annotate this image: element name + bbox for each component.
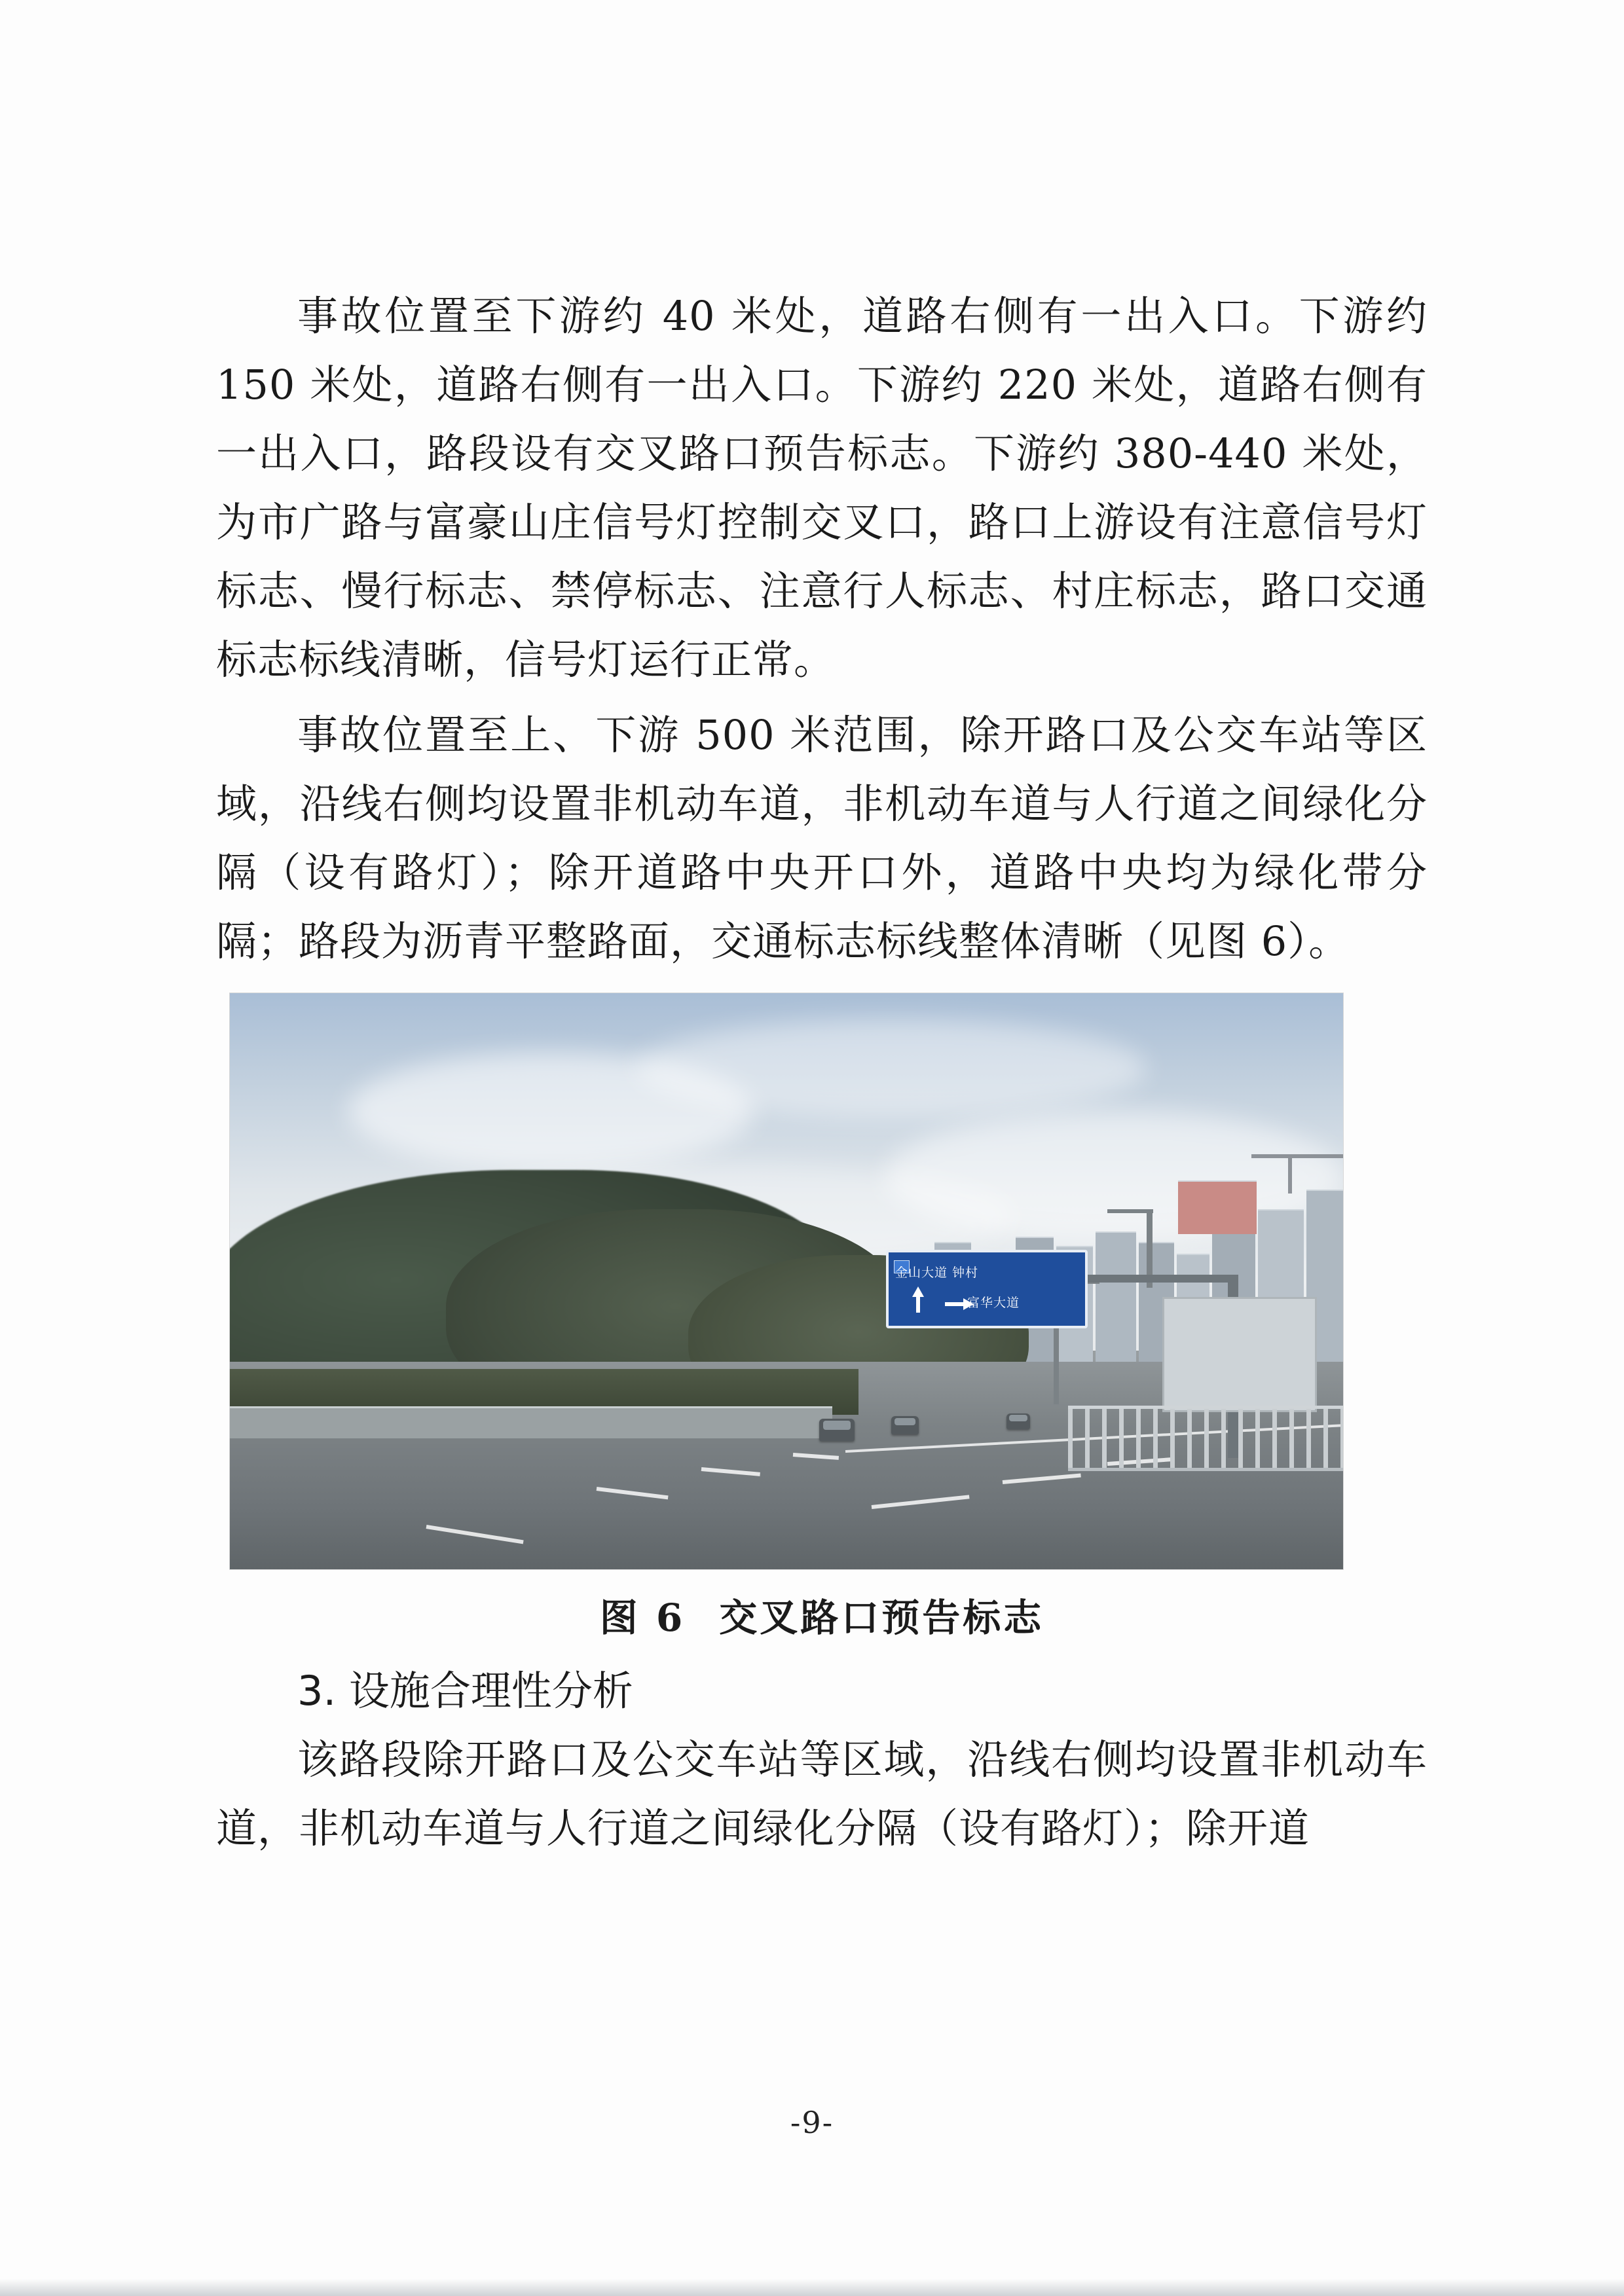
arrow-up-stem-icon (916, 1296, 920, 1313)
figure-photo (229, 993, 1344, 1570)
page-edge-shadow (0, 2279, 1624, 2296)
median-kerb (230, 1406, 832, 1438)
section-heading: 3. 设施合理性分析 (297, 1667, 633, 1715)
sign-line-2: 富华大道 (967, 1296, 1020, 1310)
figure-6 (216, 993, 1428, 1642)
page-content (216, 282, 1428, 1867)
building (1178, 1180, 1257, 1234)
page-number: -9- (790, 2105, 834, 2140)
figure-caption-text: 交叉路口预告标志 (719, 1595, 1044, 1640)
figure-label: 图 6 (599, 1595, 686, 1640)
guide-sign (886, 1250, 1088, 1328)
street-light-arm (1107, 1209, 1153, 1213)
paragraph-1: 事故位置至下游约 40 米处，道路右侧有一出入口。下游约 150 米处，道路右侧有一出入口。下游约 220 米处，道路右侧有一出入口，路段设有交叉路口预告标志。下游约 380-440 米处，为市广路与富豪山庄信号灯控制交叉口，路口上游设有注意信号灯标志、慢行标志、禁停标志、注意行人标志、村庄标志，路口交通标志标线清晰，信号灯运行正常。 (216, 292, 1428, 683)
bus-stop-shelter (1162, 1297, 1317, 1412)
vehicle (819, 1419, 855, 1441)
vehicle (891, 1416, 919, 1434)
figure-caption (216, 1587, 1428, 1642)
vehicle (1006, 1413, 1030, 1429)
paragraph-3: 该路段除开路口及公交车站等区域，沿线右侧均设置非机动车道，非机动车道与人行道之间绿化分隔（设有路灯）；除开道 (216, 1736, 1428, 1852)
crane (1288, 1154, 1292, 1194)
arrow-right-stem-icon (945, 1302, 965, 1306)
pedestrian-barrier (1068, 1406, 1343, 1471)
cloud (636, 1019, 1147, 1118)
sign-line-1: 金山大道 钟村 (895, 1266, 979, 1280)
paragraph-2: 事故位置至上、下游 500 米范围，除开路口及公交车站等区域，沿线右侧均设置非机动车道，非机动车道与人行道之间绿化分隔（设有路灯）；除开道路中央开口外，道路中央均为绿化带分隔；路段为沥青平整路面，交通标志标线整体清晰（见图 6）。 (216, 711, 1428, 965)
crane (1251, 1154, 1344, 1158)
